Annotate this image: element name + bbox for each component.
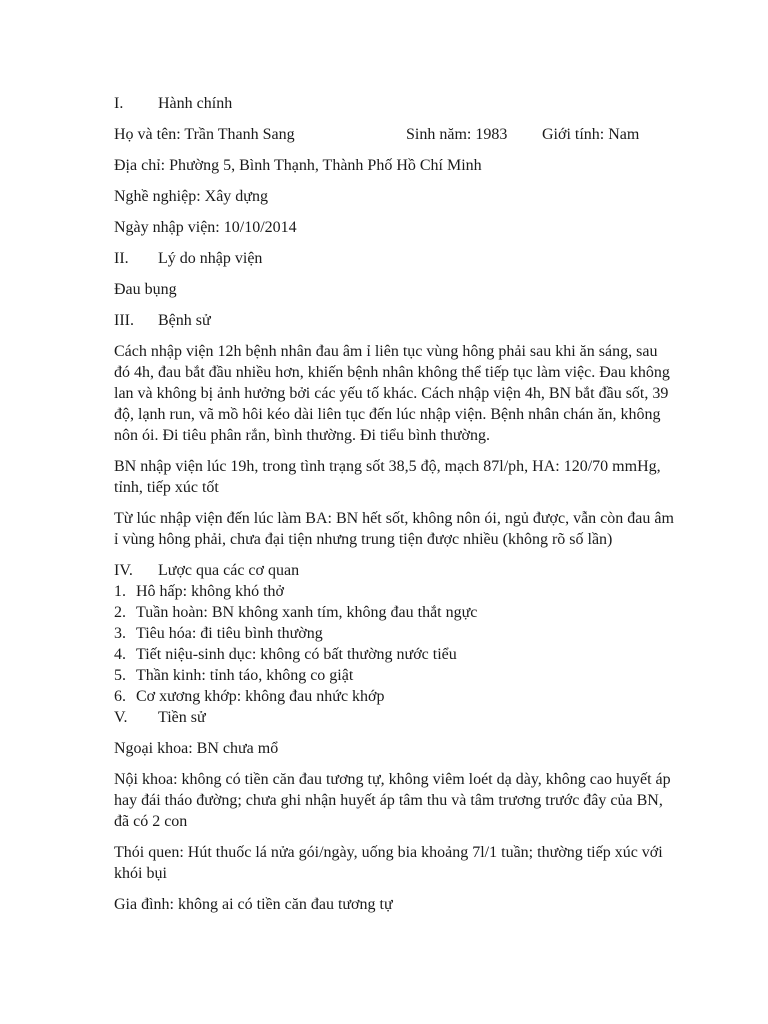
history-paragraph: BN nhập viện lúc 19h, trong tình trạng sốt 38,5 độ, mạch 87l/ph, HA: 120/70 mmHg, tỉnh, tiếp xúc tốt xyxy=(114,458,661,496)
list-item-number: 4. xyxy=(114,646,126,663)
patient-name: Họ và tên: Trần Thanh Sang xyxy=(114,126,295,143)
list-item-text: Tiết niệu-sinh dục: không có bất thường nước tiểu xyxy=(136,646,457,663)
list-item xyxy=(114,623,674,644)
section-title: Hành chính xyxy=(158,95,233,112)
section-number: II. xyxy=(114,250,129,267)
section-number: IV. xyxy=(114,562,133,579)
section-number: V. xyxy=(114,709,128,726)
list-item-text: Hô hấp: không khó thở xyxy=(136,583,285,600)
section-heading-admission-reason xyxy=(114,248,674,269)
patient-occupation: Nghề nghiệp: Xây dựng xyxy=(114,188,268,205)
list-item-text: Cơ xương khớp: không đau nhức khớp xyxy=(136,688,385,705)
list-item xyxy=(114,686,674,707)
patient-birth-year: Sinh năm: 1983 xyxy=(406,126,508,143)
section-heading-systems-review xyxy=(114,560,674,581)
admission-date: Ngày nhập viện: 10/10/2014 xyxy=(114,219,297,236)
list-item-text: Tuần hoàn: BN không xanh tím, không đau thắt ngực xyxy=(136,604,478,621)
section-title: Bệnh sử xyxy=(158,312,211,329)
list-item-text: Tiêu hóa: đi tiêu bình thường xyxy=(136,625,323,642)
patient-address: Địa chỉ: Phường 5, Bình Thạnh, Thành Phố Hồ Chí Minh xyxy=(114,157,482,174)
section-title: Lý do nhập viện xyxy=(158,250,263,267)
patient-info-row xyxy=(114,124,674,145)
surgical-history: Ngoại khoa: BN chưa mổ xyxy=(114,740,279,757)
list-item-text: Thần kinh: tỉnh táo, không co giật xyxy=(136,667,354,684)
list-item-number: 3. xyxy=(114,625,126,642)
section-title: Tiền sử xyxy=(158,709,206,726)
list-item-number: 1. xyxy=(114,583,126,600)
habits-history: Thói quen: Hút thuốc lá nửa gói/ngày, uống bia khoảng 7l/1 tuần; thường tiếp xúc với khói bụi xyxy=(114,844,663,882)
section-heading-administrative xyxy=(114,93,674,114)
patient-gender: Giới tính: Nam xyxy=(542,126,640,143)
section-heading-past-history xyxy=(114,707,674,728)
list-item xyxy=(114,602,674,623)
admission-reason: Đau bụng xyxy=(114,281,177,298)
history-paragraph: Từ lúc nhập viện đến lúc làm BA: BN hết sốt, không nôn ói, ngủ được, vẫn còn đau âm ỉ vùng hông phải, chưa đại tiện nhưng trung tiện được nhiều (không rõ số lần) xyxy=(114,510,674,548)
list-item xyxy=(114,644,674,665)
document-page xyxy=(114,93,674,925)
history-paragraph: Cách nhập viện 12h bệnh nhân đau âm ỉ liên tục vùng hông phải sau khi ăn sáng, sau đó 4h, đau bắt đầu nhiều hơn, khiến bệnh nhân không thể tiếp tục làm việc. Đau không lan và không bị ảnh hưởng bởi các yếu tố khác. Cách nhập viện 4h, BN bắt đầu sốt, 39 độ, lạnh run, vã mồ hôi kéo dài liên tục đến lúc nhập viện. Bệnh nhân chán ăn, không nôn ói. Đi tiêu phân rắn, bình thường. Đi tiểu bình thường. xyxy=(114,343,670,444)
list-item xyxy=(114,581,674,602)
family-history: Gia đình: không ai có tiền căn đau tương tự xyxy=(114,896,393,913)
section-number: I. xyxy=(114,95,124,112)
medical-history: Nội khoa: không có tiền căn đau tương tự, không viêm loét dạ dày, không cao huyết áp hay đái tháo đường; chưa ghi nhận huyết áp tâm thu và tâm trương trước đây của BN, đã có 2 con xyxy=(114,771,671,830)
section-heading-history xyxy=(114,310,674,331)
list-item-number: 2. xyxy=(114,604,126,621)
systems-review-list xyxy=(114,581,674,707)
list-item-number: 6. xyxy=(114,688,126,705)
section-title: Lược qua các cơ quan xyxy=(158,562,300,579)
list-item-number: 5. xyxy=(114,667,126,684)
list-item xyxy=(114,665,674,686)
section-number: III. xyxy=(114,312,134,329)
